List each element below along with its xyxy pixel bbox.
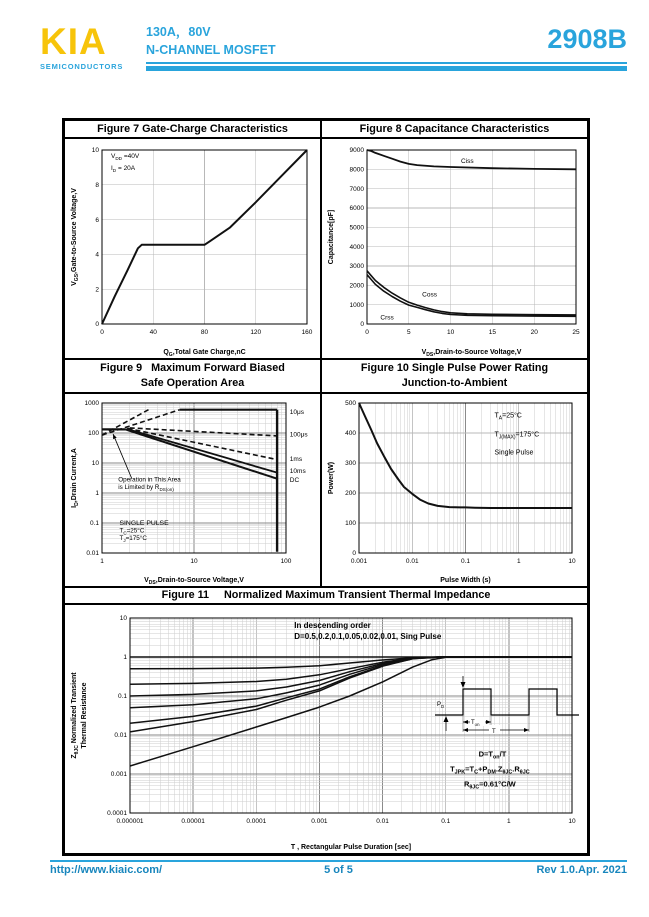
svg-text:0: 0 <box>100 329 104 336</box>
svg-text:RθJC=0.61°C/W: $R_{\theta JC}=0.61^\circ C/W$ <box>463 779 516 791</box>
figure8-chart <box>323 140 586 358</box>
svg-text:TJPK=TC+PDM.ZθJC.RθJC: $T_{JPK}=T_C+P_{DM}.Z_{\theta JC}.R_{\theta JC}$ <box>450 764 530 776</box>
part-number: 2908B <box>547 24 627 54</box>
svg-text:0.01: 0.01 <box>405 558 419 565</box>
svg-text:25: 25 <box>572 329 580 336</box>
figure8-title: Figure 8 Capacitance Characteristics <box>321 120 588 138</box>
svg-text:0.001: 0.001 <box>350 558 368 565</box>
page-footer <box>50 860 627 876</box>
svg-text:4: 4 <box>95 251 99 259</box>
svg-text:10μs: 10μs <box>289 408 305 416</box>
figure7-cell <box>64 138 321 359</box>
figure7-title: Figure 7 Gate-Charge Characteristics <box>64 120 321 138</box>
svg-text:4000: 4000 <box>349 243 364 251</box>
svg-text:0.00001: 0.00001 <box>181 818 205 825</box>
footer-page-number: 5 of 5 <box>324 864 353 876</box>
svg-text:VDS,Drain-to-Source Voltage,V: $V_{DS},Drain-to$-Source Voltage,V <box>144 577 244 586</box>
svg-text:200: 200 <box>345 490 356 498</box>
figure9-cell <box>64 393 321 587</box>
svg-text:8: 8 <box>95 182 99 189</box>
svg-text:0: 0 <box>95 321 99 329</box>
svg-text:TA=25°C: $T_A=25^\circ C$ <box>494 412 522 422</box>
kia-logo: KIA <box>40 21 107 62</box>
svg-text:2: 2 <box>95 286 99 294</box>
svg-text:1000: 1000 <box>349 301 364 309</box>
svg-text:1: 1 <box>100 558 104 565</box>
svg-text:10ms: 10ms <box>289 468 306 476</box>
svg-text:DC: DC <box>289 477 300 485</box>
svg-text:0.01: 0.01 <box>86 550 99 558</box>
figure8-cell <box>321 138 588 359</box>
svg-text:VDD =40V: $V_{DD} =40V$ <box>110 152 140 161</box>
svg-text:3000: 3000 <box>349 263 364 271</box>
svg-text:0.000001: 0.000001 <box>116 818 144 825</box>
svg-text:0.1: 0.1 <box>441 818 451 825</box>
footer-rule <box>50 860 627 862</box>
svg-text:100: 100 <box>88 430 99 438</box>
svg-text:0.0001: 0.0001 <box>246 818 267 825</box>
svg-text:40: 40 <box>149 329 157 336</box>
logo-block <box>40 21 146 72</box>
svg-text:Power(W): Power(W) <box>328 461 335 495</box>
svg-text:10: 10 <box>119 615 127 623</box>
svg-text:Operation in This Area: Operation in This Area <box>118 476 181 484</box>
svg-text:1: 1 <box>507 818 511 825</box>
svg-text:0.1: 0.1 <box>460 558 471 565</box>
figures-table <box>62 118 590 856</box>
figure11-title: Figure 11 Normalized Maximum Transient Thermal Impedance <box>64 587 588 604</box>
svg-text:100: 100 <box>345 520 356 528</box>
svg-text:6000: 6000 <box>349 205 364 213</box>
part-rating: 130A，80V <box>146 25 211 39</box>
svg-text:ID = 20A: $I_D = 20A$ <box>110 165 136 174</box>
svg-text:6: 6 <box>95 216 99 224</box>
svg-text:15: 15 <box>488 329 497 336</box>
inset-t-label: T <box>492 729 496 735</box>
svg-text:5: 5 <box>406 329 411 336</box>
svg-text:500: 500 <box>345 400 356 408</box>
svg-text:VGS,Gate-to-Source Voltage,V: $V_{GS},Gate-to$-Source Voltage,V <box>71 188 80 286</box>
page-header <box>40 21 627 72</box>
svg-text:120: 120 <box>250 329 262 336</box>
svg-text:Thermal Resistance: Thermal Resistance <box>81 682 88 749</box>
svg-text:1: 1 <box>95 490 99 498</box>
svg-text:VDS,Drain-to-Source Voltage,V: $V_{DS},Drain-to$-Source Voltage,V <box>421 349 522 358</box>
figure10-chart <box>323 395 586 586</box>
svg-text:160: 160 <box>301 329 313 336</box>
svg-text:QG,Total Gate Charge,nC: $Q_G,Total$ Gate Charge,nC <box>163 349 246 358</box>
footer-url[interactable]: http://www.kiaic.com/ <box>50 864 163 876</box>
header-rule-thick <box>146 66 627 71</box>
svg-text:300: 300 <box>345 460 356 468</box>
svg-text:0.01: 0.01 <box>376 818 389 825</box>
svg-text:10: 10 <box>446 329 455 336</box>
svg-text:is Limited by RDS(on): is Limited by $R_{DS(on)}$ <box>118 484 174 493</box>
figure10-title: Figure 10 Single Pulse Power Rating Junction-to-Ambient <box>321 359 588 393</box>
pulse-waveform-diagram <box>433 675 581 735</box>
svg-text:10: 10 <box>91 460 99 468</box>
figure7-chart <box>66 140 319 358</box>
svg-text:D=0.5,0.2,0.1,0.05,0.02,0.01,: D=0.5,0.2,0.1,0.05,0.02,0.01, Sing Pulse <box>294 631 442 641</box>
svg-text:9000: 9000 <box>349 147 364 155</box>
svg-text:10: 10 <box>568 818 576 825</box>
svg-text:10: 10 <box>91 147 99 155</box>
svg-text:0: 0 <box>365 329 369 336</box>
svg-text:10: 10 <box>568 558 576 565</box>
svg-text:TJ=175°C: $T_J=175^\circ C$ <box>119 535 147 544</box>
inset-pd-label: $P_D$ <box>437 702 445 709</box>
svg-text:Ciss: Ciss <box>460 158 474 166</box>
svg-text:SINGLE PULSE: SINGLE PULSE <box>119 520 169 528</box>
svg-text:80: 80 <box>200 329 209 336</box>
part-info <box>146 24 276 59</box>
footer-revision: Rev 1.0.Apr. 2021 <box>536 864 627 876</box>
svg-text:TJ(MAX)=175°C: $T_{J(MAX)}=175^\circ C$ <box>494 431 540 441</box>
svg-text:10: 10 <box>190 558 198 565</box>
figure9-title: Figure 9 Maximum Forward Biased Safe Operation Area <box>64 359 321 393</box>
svg-text:100μs: 100μs <box>289 431 308 439</box>
svg-text:0.01: 0.01 <box>114 732 127 740</box>
svg-text:TC=25°C: $T_C=25^\circ C$ <box>119 527 145 536</box>
svg-text:5000: 5000 <box>349 224 364 232</box>
svg-text:1: 1 <box>123 654 127 662</box>
device-type: N-CHANNEL MOSFET <box>146 42 276 57</box>
inset-ton-label: $T_{on}$ <box>471 720 480 727</box>
svg-text:1000: 1000 <box>84 400 99 408</box>
svg-text:2000: 2000 <box>349 282 364 290</box>
svg-text:0.001: 0.001 <box>311 818 328 825</box>
svg-text:0.0001: 0.0001 <box>107 810 127 818</box>
figure11-cell <box>64 604 588 854</box>
figure10-cell <box>321 393 588 587</box>
svg-text:Crss: Crss <box>380 314 394 322</box>
svg-text:1: 1 <box>516 558 521 565</box>
svg-text:1ms: 1ms <box>289 456 303 464</box>
header-right <box>146 24 627 71</box>
svg-text:ZθJC Normalized Transient: $Z_{\theta JC}$ Normalized Transient <box>71 672 80 759</box>
figure9-chart <box>66 395 319 586</box>
pulse-waveform-inset <box>433 675 581 735</box>
svg-text:0.1: 0.1 <box>89 520 99 528</box>
svg-text:8000: 8000 <box>349 166 364 174</box>
logo-subtitle: SEMICONDUCTORS <box>40 62 124 72</box>
svg-text:Capacitance[pF]: Capacitance[pF] <box>328 209 335 265</box>
svg-text:20: 20 <box>530 329 538 336</box>
svg-text:0: 0 <box>352 550 356 558</box>
svg-text:Single Pulse: Single Pulse <box>494 449 534 457</box>
svg-text:400: 400 <box>345 430 356 438</box>
svg-text:0: 0 <box>360 321 364 329</box>
svg-text:Pulse Width (s): Pulse Width (s) <box>440 577 491 584</box>
svg-text:0.001: 0.001 <box>110 771 127 779</box>
svg-text:ID,Drain Current,A: $I_D,Drain$ Current,A <box>71 448 80 508</box>
svg-text:D=Ton/T: $D=T_{on}/T$ <box>478 749 507 761</box>
svg-text:In descending order: In descending order <box>294 620 371 630</box>
header-rule-thin <box>146 62 627 64</box>
svg-text:0.1: 0.1 <box>117 693 127 701</box>
svg-text:T , Rectangular Pulse Duration: T , Rectangular Pulse Duration [sec] <box>290 844 412 851</box>
svg-text:7000: 7000 <box>349 185 364 193</box>
svg-text:100: 100 <box>280 558 292 565</box>
svg-text:Coss: Coss <box>422 291 437 299</box>
